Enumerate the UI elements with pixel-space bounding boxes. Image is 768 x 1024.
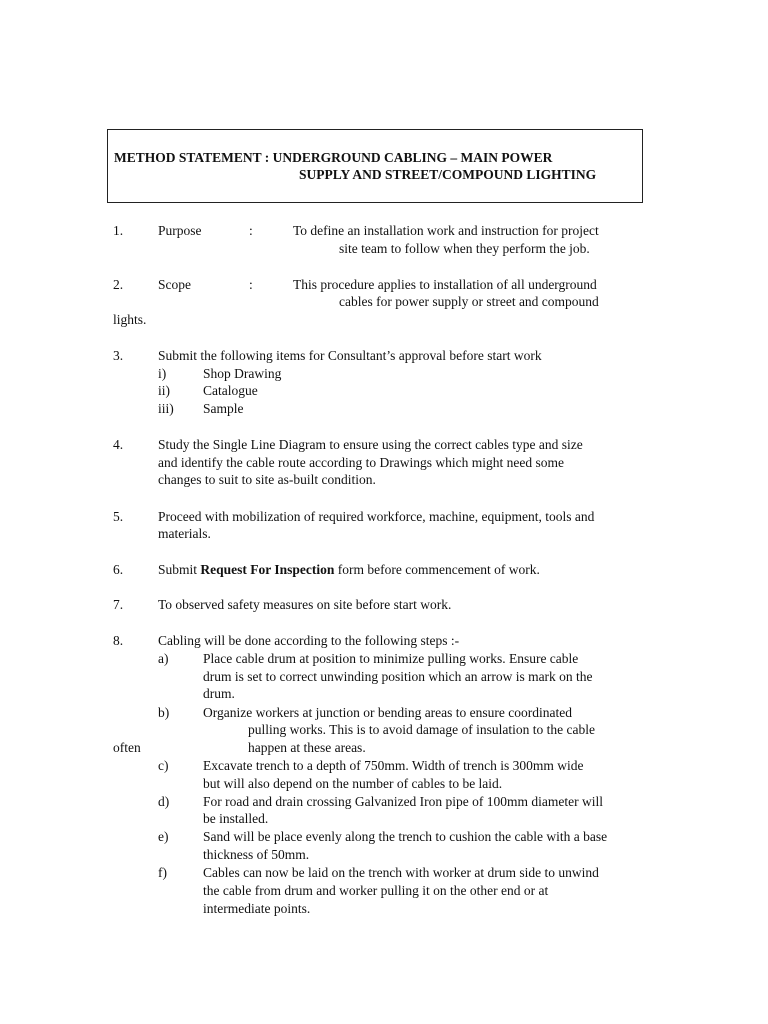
section-6-number: 6. bbox=[113, 562, 124, 577]
step-d-line-1: For road and drain crossing Galvanized Iron pipe of 100mm diameter will bbox=[203, 794, 604, 809]
section-3-item-number: i) bbox=[158, 366, 167, 381]
section-6-bold-term: Request For Inspection bbox=[200, 562, 335, 577]
document-title-line-2: SUPPLY AND STREET/COMPOUND LIGHTING bbox=[299, 167, 597, 182]
section-4-line-3: changes to suit to site as-built condition. bbox=[158, 472, 376, 487]
section-7-text: To observed safety measures on site before start work. bbox=[158, 597, 452, 612]
section-5-number: 5. bbox=[113, 509, 124, 524]
step-f-number: f) bbox=[158, 865, 167, 880]
step-b-line-2: pulling works. This is to avoid damage of insulation to the cable bbox=[248, 722, 595, 737]
section-8-number: 8. bbox=[113, 633, 124, 648]
step-b-number: b) bbox=[158, 705, 170, 720]
step-c-number: c) bbox=[158, 758, 169, 773]
section-8-text: Cabling will be done according to the following steps :- bbox=[158, 633, 460, 648]
section-1-number: 1. bbox=[113, 223, 124, 238]
section-2-label: Scope bbox=[158, 277, 191, 292]
step-b-often: often bbox=[113, 740, 141, 755]
step-a-line-1: Place cable drum at position to minimize pulling works. Ensure cable bbox=[203, 651, 579, 666]
document-title-line-1: METHOD STATEMENT : UNDERGROUND CABLING – MAIN POWER bbox=[114, 150, 553, 165]
section-2-colon: : bbox=[249, 277, 253, 292]
step-d-number: d) bbox=[158, 794, 170, 809]
section-2-number: 2. bbox=[113, 277, 124, 292]
section-6-text-post: form before commencement of work. bbox=[334, 562, 540, 577]
section-6-text bbox=[158, 561, 540, 579]
section-1-label: Purpose bbox=[158, 223, 202, 238]
step-c-line-1: Excavate trench to a depth of 750mm. Width of trench is 300mm wide bbox=[203, 758, 584, 773]
step-e-number: e) bbox=[158, 829, 169, 844]
step-e-line-2: thickness of 50mm. bbox=[203, 847, 310, 862]
step-a-line-2: drum is set to correct unwinding position which an arrow is mark on the bbox=[203, 669, 593, 684]
section-3-item-number: iii) bbox=[158, 401, 174, 416]
section-4-line-2: and identify the cable route according to Drawings which might need some bbox=[158, 455, 565, 470]
section-1-line-2: site team to follow when they perform the job. bbox=[339, 241, 590, 256]
section-4-number: 4. bbox=[113, 437, 124, 452]
section-3-item-number: ii) bbox=[158, 383, 170, 398]
step-f-line-3: intermediate points. bbox=[203, 901, 311, 916]
step-f-line-1: Cables can now be laid on the trench with worker at drum side to unwind bbox=[203, 865, 599, 880]
section-2-line-3: lights. bbox=[113, 312, 147, 327]
section-6-text-pre: Submit bbox=[158, 562, 201, 577]
step-a-line-3: drum. bbox=[203, 686, 235, 701]
section-3-item-text: Catalogue bbox=[203, 383, 258, 398]
section-1-colon: : bbox=[249, 223, 253, 238]
section-2-line-2: cables for power supply or street and compound bbox=[339, 294, 599, 309]
section-7-number: 7. bbox=[113, 597, 124, 612]
section-3-item-text: Sample bbox=[203, 401, 244, 416]
step-d-line-2: be installed. bbox=[203, 811, 269, 826]
section-3-text: Submit the following items for Consultant’s approval before start work bbox=[158, 348, 542, 363]
step-b-line-1: Organize workers at junction or bending areas to ensure coordinated bbox=[203, 705, 572, 720]
step-c-line-2: but will also depend on the number of cables to be laid. bbox=[203, 776, 503, 791]
step-f-line-2: the cable from drum and worker pulling it on the other end or at bbox=[203, 883, 549, 898]
section-5-line-1: Proceed with mobilization of required workforce, machine, equipment, tools and bbox=[158, 509, 595, 524]
section-3-number: 3. bbox=[113, 348, 124, 363]
section-5-line-2: materials. bbox=[158, 526, 211, 541]
step-a-number: a) bbox=[158, 651, 169, 666]
step-b-line-3: happen at these areas. bbox=[248, 740, 366, 755]
step-e-line-1: Sand will be place evenly along the trench to cushion the cable with a base bbox=[203, 829, 608, 844]
section-2-line-1: This procedure applies to installation of all underground bbox=[293, 277, 597, 292]
section-1-line-1: To define an installation work and instruction for project bbox=[293, 223, 599, 238]
section-4-line-1: Study the Single Line Diagram to ensure using the correct cables type and size bbox=[158, 437, 583, 452]
section-3-item-text: Shop Drawing bbox=[203, 366, 282, 381]
